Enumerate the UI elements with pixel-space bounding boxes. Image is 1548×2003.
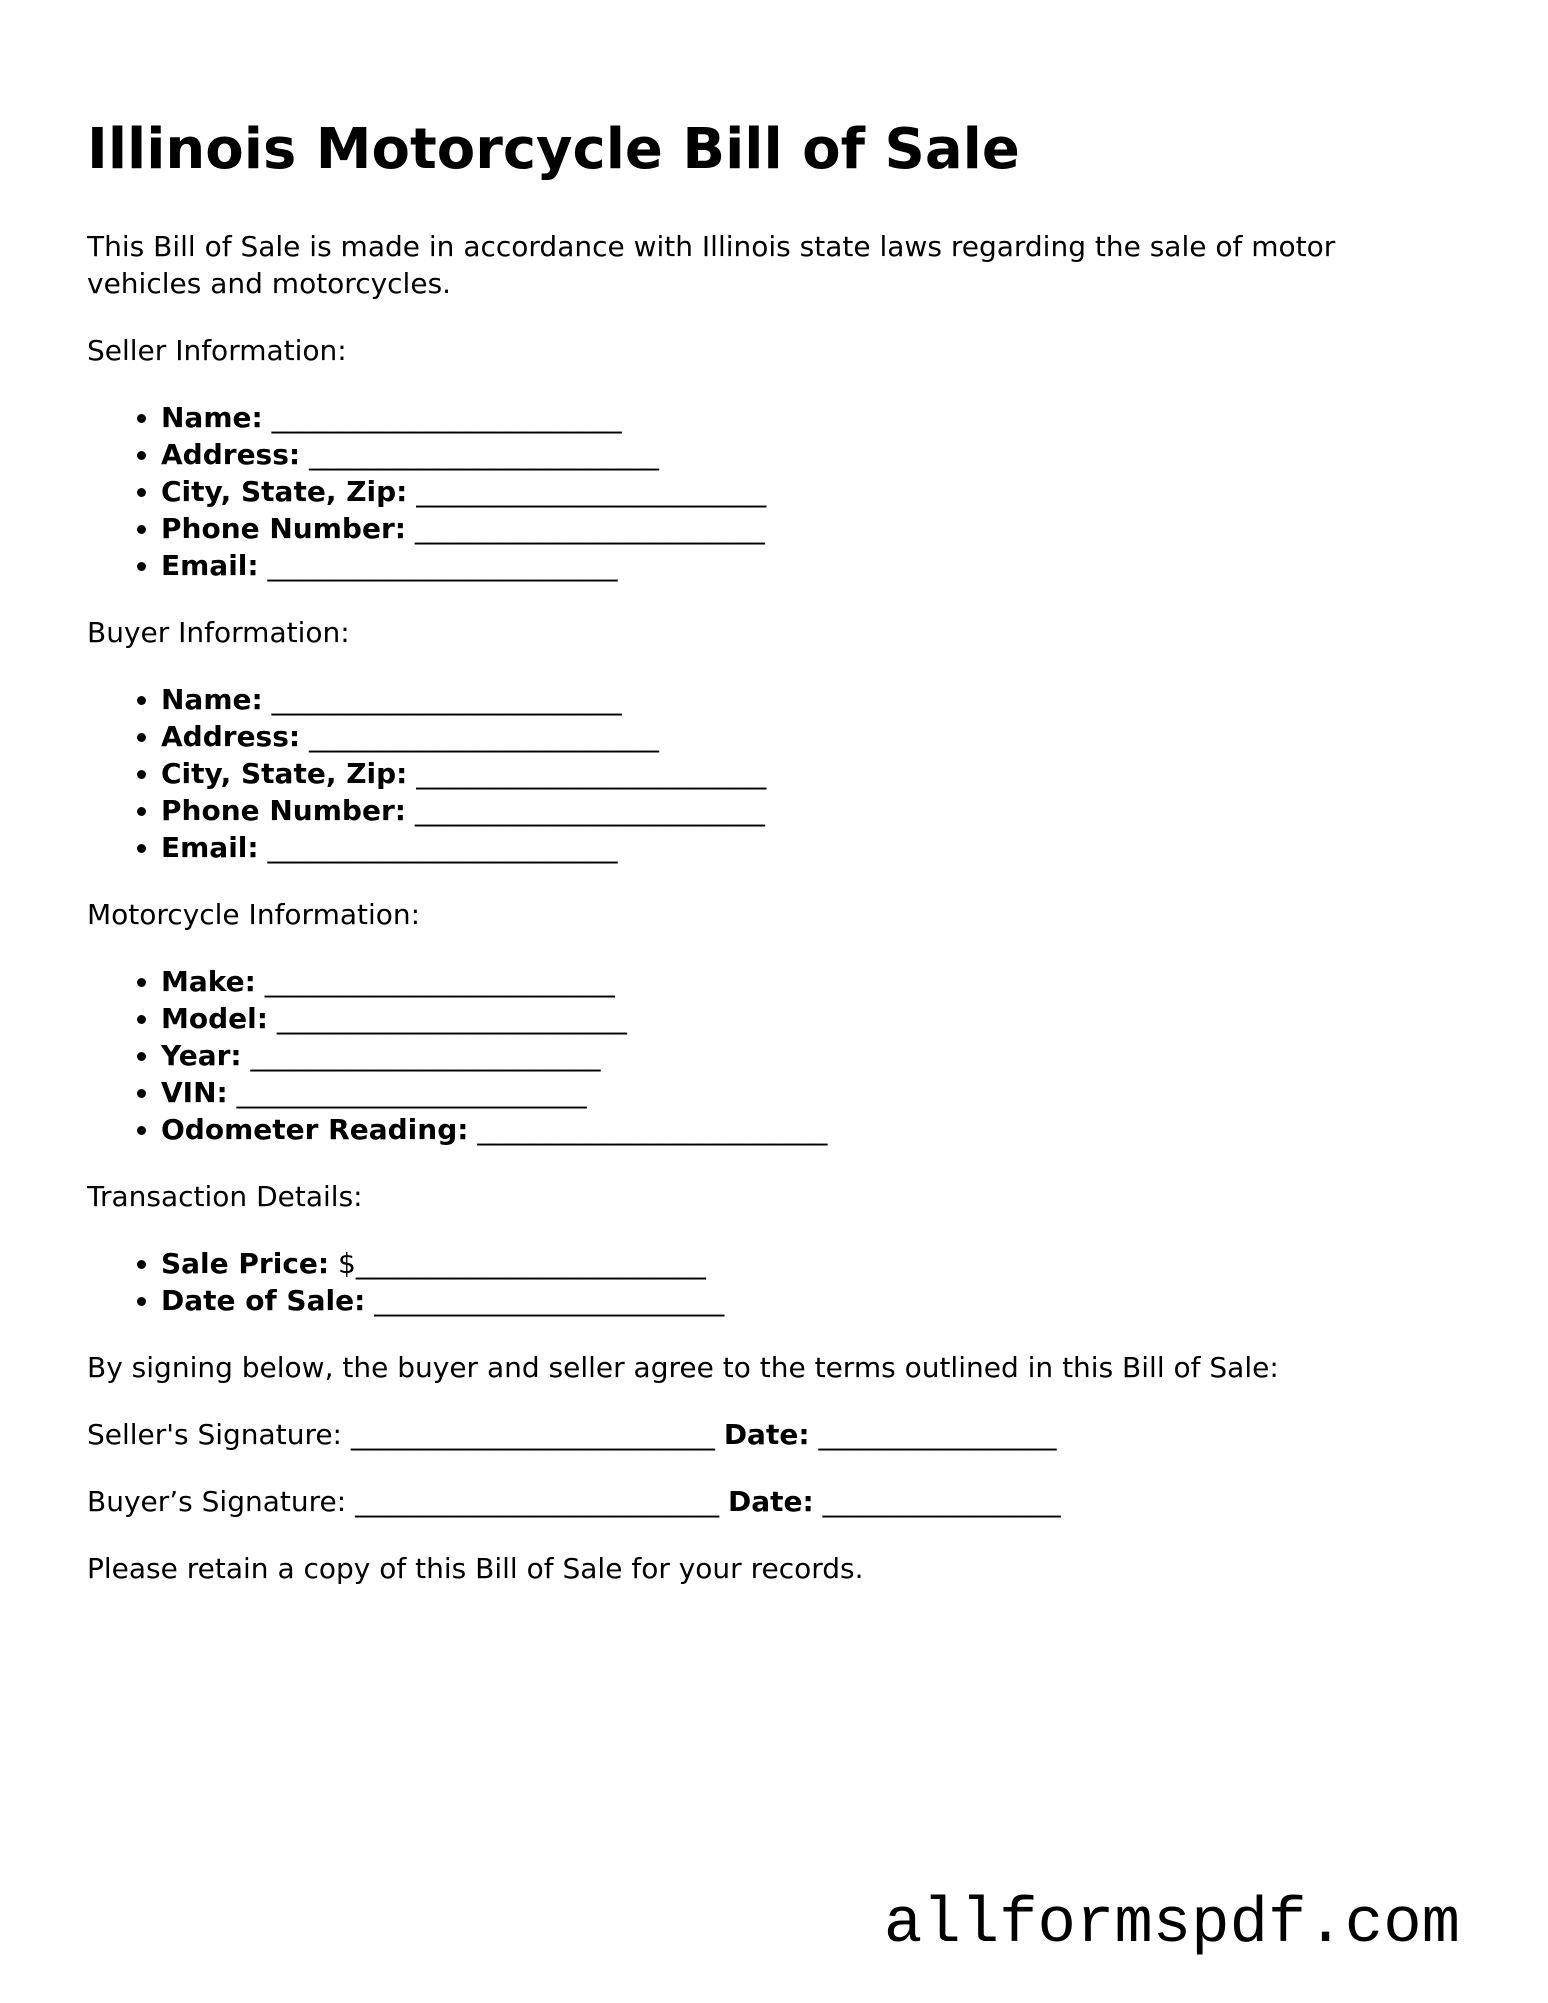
- fill-in-line: _________________________: [355, 1247, 706, 1280]
- field-label: Address:: [161, 438, 301, 471]
- section-heading-motorcycle: Motorcycle Information:: [87, 898, 421, 931]
- fill-in-line: _________________________: [267, 549, 618, 582]
- fill-in-line: _________________________: [374, 1284, 725, 1317]
- date-label: Date:: [723, 1418, 810, 1451]
- field-odometer: [161, 1111, 1460, 1148]
- field-label: Email:: [161, 549, 259, 582]
- signature-line: __________________________: [350, 1418, 715, 1451]
- fill-in-line: _________________________: [477, 1113, 828, 1146]
- field-label: City, State, Zip:: [161, 757, 408, 790]
- date-line: _________________: [822, 1485, 1061, 1518]
- field-label: City, State, Zip:: [161, 475, 408, 508]
- field-label: Make:: [161, 965, 256, 998]
- agreement-statement: By signing below, the buyer and seller agree to the terms outlined in this Bill of Sale:: [87, 1351, 1279, 1384]
- fill-in-line: _________________________: [236, 1076, 587, 1109]
- field-seller-email: [161, 547, 1460, 584]
- field-seller-address: [161, 436, 1460, 473]
- field-label: Model:: [161, 1002, 268, 1035]
- signature-line: __________________________: [355, 1485, 720, 1518]
- field-make: [161, 963, 1460, 1000]
- field-seller-name: [161, 399, 1460, 436]
- section-heading-seller: Seller Information:: [87, 334, 347, 367]
- buyer-signature-row: [87, 1483, 1460, 1520]
- fill-in-line: _________________________: [271, 401, 622, 434]
- date-label: Date:: [727, 1485, 814, 1518]
- field-seller-phone: [161, 510, 1460, 547]
- field-buyer-phone: [161, 792, 1460, 829]
- field-buyer-email: [161, 829, 1460, 866]
- fill-in-line: _________________________: [309, 438, 659, 471]
- fill-in-line: _________________________: [414, 794, 765, 827]
- field-label: Name:: [161, 683, 263, 716]
- section-heading-transaction: Transaction Details:: [87, 1180, 363, 1213]
- field-label: Phone Number:: [161, 512, 406, 545]
- site-watermark: allformspdf.com: [883, 1889, 1460, 1961]
- date-line: _________________: [818, 1418, 1057, 1451]
- fill-in-line: _________________________: [416, 475, 767, 508]
- page-title: Illinois Motorcycle Bill of Sale: [87, 117, 1020, 182]
- fill-in-line: _________________________: [264, 965, 615, 998]
- field-model: [161, 1000, 1460, 1037]
- fill-in-line: _________________________: [267, 831, 618, 864]
- fill-in-line: _________________________: [416, 757, 767, 790]
- field-label: Date of Sale:: [161, 1284, 366, 1317]
- fill-in-line: _________________________: [276, 1002, 627, 1035]
- field-buyer-address: [161, 718, 1460, 755]
- fill-in-line: _________________________: [250, 1039, 601, 1072]
- fill-in-line: _________________________: [271, 683, 622, 716]
- buyer-field-list: [87, 681, 1460, 866]
- fill-in-line: _________________________: [309, 720, 659, 753]
- field-buyer-name: [161, 681, 1460, 718]
- field-vin: [161, 1074, 1460, 1111]
- field-label: Phone Number:: [161, 794, 406, 827]
- intro-line-2: vehicles and motorcycles.: [87, 267, 452, 300]
- seller-signature-row: [87, 1416, 1460, 1453]
- field-label: Email:: [161, 831, 259, 864]
- intro-line-1: This Bill of Sale is made in accordance with Illinois state laws regarding the sale of motor: [87, 230, 1336, 263]
- field-date-of-sale: [161, 1282, 1460, 1319]
- field-label: Year:: [161, 1039, 242, 1072]
- fill-in-line: _________________________: [414, 512, 765, 545]
- field-label: Sale Price:: [161, 1247, 330, 1280]
- field-sale-price: [161, 1245, 1460, 1282]
- retain-notice: Please retain a copy of this Bill of Sale for your records.: [87, 1552, 864, 1585]
- transaction-field-list: [87, 1245, 1460, 1319]
- field-seller-city-state-zip: [161, 473, 1460, 510]
- field-label: Name:: [161, 401, 263, 434]
- section-heading-buyer: Buyer Information:: [87, 616, 350, 649]
- field-year: [161, 1037, 1460, 1074]
- motorcycle-field-list: [87, 963, 1460, 1148]
- seller-field-list: [87, 399, 1460, 584]
- buyer-signature-label: Buyer’s Signature:: [87, 1485, 347, 1518]
- seller-signature-label: Seller's Signature:: [87, 1418, 342, 1451]
- intro-paragraph: [87, 228, 1460, 302]
- field-label: VIN:: [161, 1076, 228, 1109]
- currency-prefix: $: [338, 1247, 356, 1280]
- field-label: Address:: [161, 720, 301, 753]
- field-buyer-city-state-zip: [161, 755, 1460, 792]
- field-label: Odometer Reading:: [161, 1113, 469, 1146]
